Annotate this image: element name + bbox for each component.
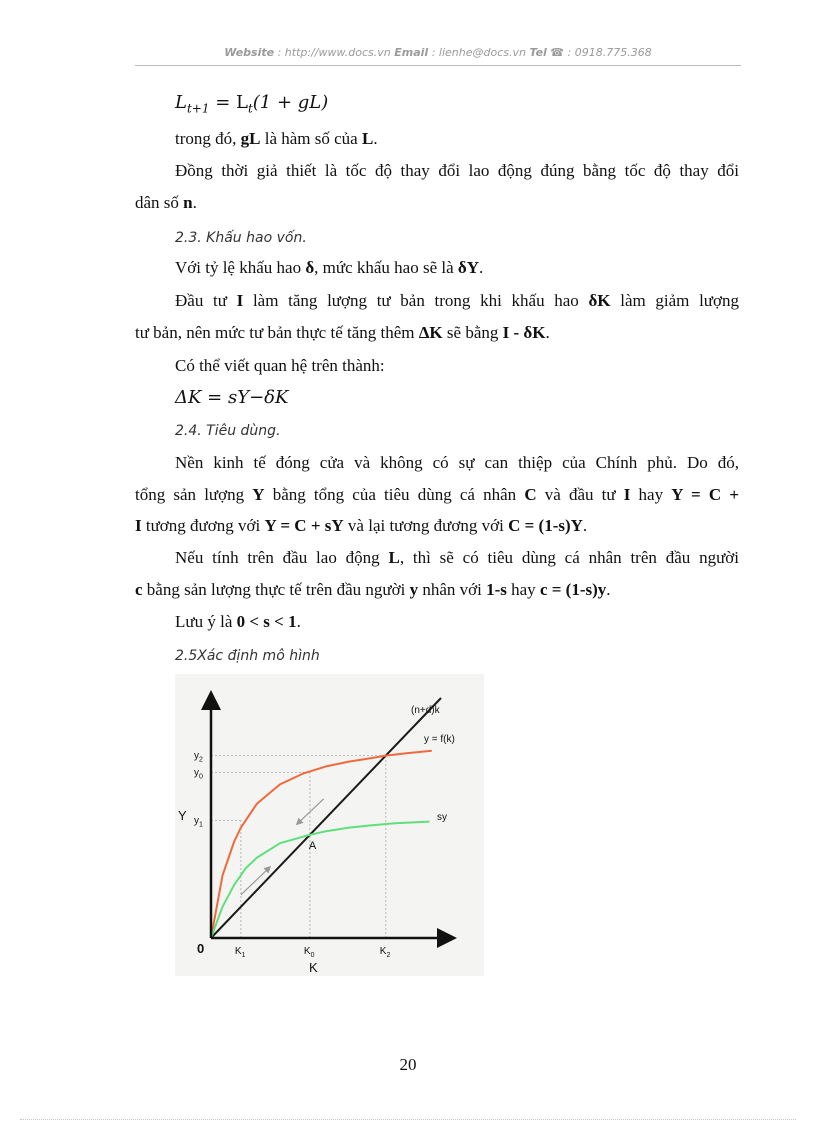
paragraph-investment-line1 <box>175 291 739 311</box>
eq1-rhs: (1 + gL) <box>252 92 329 113</box>
bold-text: I <box>135 516 142 535</box>
x-tick-label: $K_2$ <box>379 946 391 959</box>
paragraph-per-capita-line2 <box>135 580 611 600</box>
bold-text: n <box>183 193 193 212</box>
x-tick-label: $K_0$ <box>303 946 315 959</box>
text: tương đương với <box>141 516 265 535</box>
text: làm giảm lượng <box>610 291 739 310</box>
text: và lại tương đương với <box>343 516 509 535</box>
text: dân số <box>135 193 184 212</box>
bold-text: L <box>361 129 374 148</box>
bold-text: gL <box>240 129 261 148</box>
section-heading-2-3: 2.3. Khấu hao vốn. <box>175 230 307 246</box>
text: . <box>192 193 197 212</box>
bold-text: 1-s <box>486 580 507 599</box>
text: . <box>606 580 611 599</box>
equation-labor-growth <box>175 93 328 119</box>
text: trong đó, <box>175 129 241 148</box>
solow-model-figure <box>175 674 484 976</box>
text: , thì sẽ có tiêu dùng cá nhân trên đầu người <box>399 548 739 567</box>
text: bằng sản lượng thực tế trên đầu người <box>142 580 410 599</box>
paragraph-closed-economy-line1: Nền kinh tế đóng cửa và không có sự can thiệp của Chính phủ. Do đó, <box>175 453 739 472</box>
bold-text: I - δK <box>502 323 546 342</box>
text: . <box>296 612 301 631</box>
tel-value: ☎ : 0918.775.368 <box>546 46 652 59</box>
paragraph-per-capita-line1 <box>175 548 739 568</box>
tel-label: Tel <box>529 46 547 59</box>
bold-text: C = (1-s)Y <box>508 516 583 535</box>
bold-text: δ <box>305 258 315 277</box>
bold-text: δY <box>457 258 480 277</box>
paragraph-depreciation-rate <box>175 258 483 278</box>
text: nhân với <box>418 580 487 599</box>
paragraph-assumption-line2 <box>135 193 197 213</box>
section-heading-2-4: 2.4. Tiêu dùng. <box>175 423 281 439</box>
equation-capital-change: ΔK = sY−δK <box>175 387 289 408</box>
origin-label: 0 <box>197 941 205 956</box>
paragraph-relation-intro: Có thể viết quan hệ trên thành: <box>175 356 385 375</box>
paragraph-assumption-line1: Đồng thời giả thiết là tốc độ thay đổi lao động đúng bằng tốc độ thay đổi <box>175 161 739 180</box>
text: , mức khấu hao sẽ là <box>314 258 458 277</box>
bold-text: Y <box>252 485 265 504</box>
text: sẽ bằng <box>442 323 503 342</box>
text: và đầu tư <box>536 485 624 504</box>
eq1-mid-sub: t <box>247 101 253 116</box>
eq1-lhs: L <box>175 92 187 113</box>
solow-chart <box>175 674 484 976</box>
paragraph-closed-economy-line2 <box>135 485 739 505</box>
eq1-lhs-sub: t+1 <box>186 101 210 116</box>
y-tick-label: $y_1$ <box>194 815 203 829</box>
text: là hàm số của <box>260 129 362 148</box>
paragraph-closed-economy-line3 <box>135 516 587 536</box>
bold-text: ΔK <box>418 323 443 342</box>
paragraph-investment-line2 <box>135 323 550 343</box>
label-savings-curve: sy <box>437 812 447 823</box>
steady-state-point-label: A <box>308 839 317 852</box>
series-y-f-k <box>211 751 432 938</box>
paragraph-note <box>175 612 301 632</box>
text: hay <box>630 485 672 504</box>
email-value: : lienhe@docs.vn <box>428 46 530 59</box>
bold-text: L <box>388 548 400 567</box>
bold-text: δK <box>588 291 611 310</box>
section-heading-2-5: 2.5Xác định mô hình <box>175 648 320 664</box>
label-depreciation-line: (n+d)k <box>411 705 440 716</box>
y-tick-label: $y_0$ <box>194 767 203 781</box>
website-value: : http://www.docs.vn <box>274 46 395 59</box>
text: bằng tổng của tiêu dùng cá nhân <box>264 485 525 504</box>
text: hay <box>506 580 540 599</box>
y-axis-title: Y <box>178 808 187 823</box>
bold-text: c <box>135 580 143 599</box>
text: Lưu ý là <box>175 612 237 631</box>
series-n-d-k <box>211 698 441 938</box>
bold-text: y <box>409 580 419 599</box>
bold-text: C <box>524 485 537 504</box>
text: . <box>582 516 588 535</box>
bold-text: Y = C + <box>671 485 739 504</box>
label-production-function: y = f(k) <box>424 734 455 745</box>
x-tick-label: $K_1$ <box>234 946 246 959</box>
text: tổng sản lượng <box>135 485 253 504</box>
text: làm tăng lượng tư bản trong khi khấu hao <box>243 291 589 310</box>
y-tick-label: $y_2$ <box>194 750 203 764</box>
text: . <box>545 323 550 342</box>
direction-arrow <box>298 799 323 823</box>
text: Nếu tính trên đầu lao động <box>175 548 389 567</box>
text: tư bản, nên mức tư bản thực tế tăng thêm <box>135 323 419 342</box>
header-divider <box>135 65 741 66</box>
email-label: Email <box>394 46 429 59</box>
bold-text: 0 < s < 1 <box>236 612 297 631</box>
paragraph-gl-definition <box>175 129 378 149</box>
bold-text: I <box>623 485 631 504</box>
website-label: Website <box>224 46 275 59</box>
text: Với tỷ lệ khấu hao <box>175 258 306 277</box>
footer-divider <box>20 1119 796 1120</box>
x-axis-title: K <box>309 960 318 975</box>
series-sy <box>211 822 430 938</box>
text: Đầu tư <box>175 291 237 310</box>
page-header <box>135 46 741 59</box>
text: . <box>373 129 378 148</box>
bold-text: Y = C + sY <box>264 516 344 535</box>
bold-text: I <box>236 291 244 310</box>
bold-text: c = (1-s)y <box>539 580 607 599</box>
eq1-mid: = L <box>209 92 248 113</box>
text: . <box>479 258 484 277</box>
page-number: 20 <box>399 1055 417 1074</box>
